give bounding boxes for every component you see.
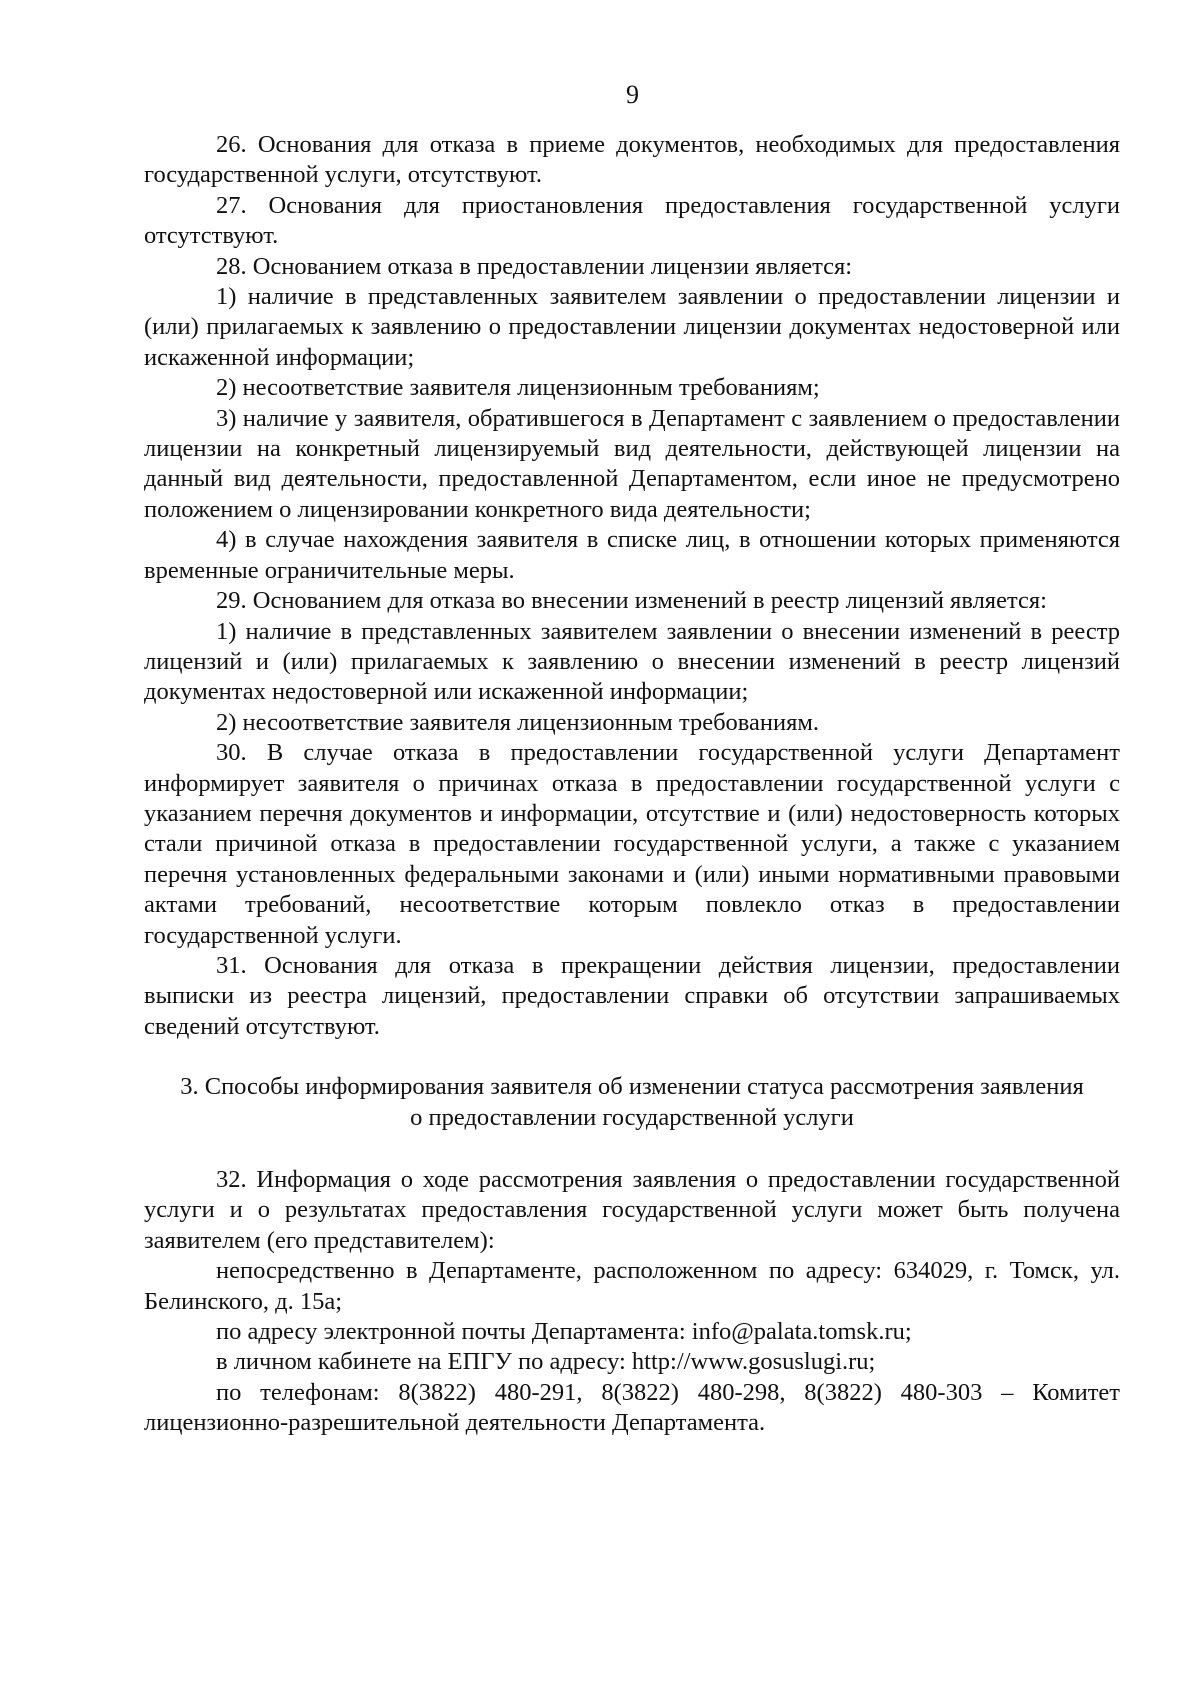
paragraph-32-portal: в личном кабинете на ЕПГУ по адресу: http://www.gosuslugi.ru; [216,1348,876,1376]
section-heading-line-1: 3. Способы информирования заявителя об изменении статуса рассмотрения заявления [180,1073,1084,1101]
document-body [144,130,1120,1439]
paragraph-30: 30. В случае отказа в предоставлении государственной услуги Департамент информирует заявителя о причинах отказа в предоставлении государственной услуги с указанием перечня документов и информации, отсутствие и (или) недостоверность которых стали причиной отказа в предоставлении государственной услуги, а также с указанием перечня установленных федеральными законами и (или) иными нормативными правовыми актами требований, несоответствие которым повлекло отказ в предоставлении государственной услуги. [144,739,1120,949]
paragraph-26: 26. Основания для отказа в приеме документов, необходимых для предоставления государственной услуги, отсутствуют. [144,131,1120,189]
paragraph-28: 28. Основанием отказа в предоставлении лицензии является: [216,252,853,280]
paragraph-29: 29. Основанием для отказа во внесении изменений в реестр лицензий является: [216,587,1047,615]
paragraph-29-item-2: 2) несоответствие заявителя лицензионным требованиям. [216,708,820,736]
paragraph-29-item-1: 1) наличие в представленных заявителем заявлении о внесении изменений в реестр лицензий и (или) прилагаемых к заявлению о внесении изменений в реестр лицензий документах недостоверной или искаженной информации; [144,617,1120,706]
paragraph-27: 27. Основания для приостановления предоставления государственной услуги отсутствуют. [144,191,1120,250]
paragraph-28-item-2: 2) несоответствие заявителя лицензионным требованиям; [216,374,820,402]
paragraph-32-phones: по телефонам: 8(3822) 480-291, 8(3822) 480-298, 8(3822) 480-303 – Комитет лицензионно-разрешительной деятельности Департамента. [144,1378,1120,1437]
paragraph-28-item-3: 3) наличие у заявителя, обратившегося в Департамент с заявлением о предоставлении лицензии на конкретный лицензируемый вид деятельности, действующей лицензии на данный вид деятельности, предоставленной Департаментом, если иное не предусмотрено положением о лицензировании конкретного вида деятельности; [144,404,1120,523]
paragraph-28-item-4: 4) в случае нахождения заявителя в списке лиц, в отношении которых применяются временные ограничительные меры. [144,526,1120,584]
section-heading-line-2: о предоставлении государственной услуги [410,1103,854,1131]
paragraph-32: 32. Информация о ходе рассмотрения заявления о предоставлении государственной услуги и о результатах предоставления государственной услуги может быть получена заявителем (его представителем): [144,1166,1120,1254]
paragraph-32-email: по адресу электронной почты Департамента: info@palata.tomsk.ru; [216,1318,912,1346]
paragraph-32-address: непосредственно в Департаменте, расположенном по адресу: 634029, г. Томск, ул. Белинского, д. 15а; [144,1257,1120,1315]
paragraph-28-item-1: 1) наличие в представленных заявителем заявлении о предоставлении лицензии и (или) прилагаемых к заявлению о предоставлении лицензии документах недостоверной или искаженной информации; [144,283,1120,371]
section-heading [144,1072,1120,1133]
page-number: 9 [626,80,639,109]
paragraph-31: 31. Основания для отказа в прекращении действия лицензии, предоставлении выписки из реестра лицензий, предоставлении справки об отсутствии запрашиваемых сведений отсутствуют. [144,951,1120,1040]
